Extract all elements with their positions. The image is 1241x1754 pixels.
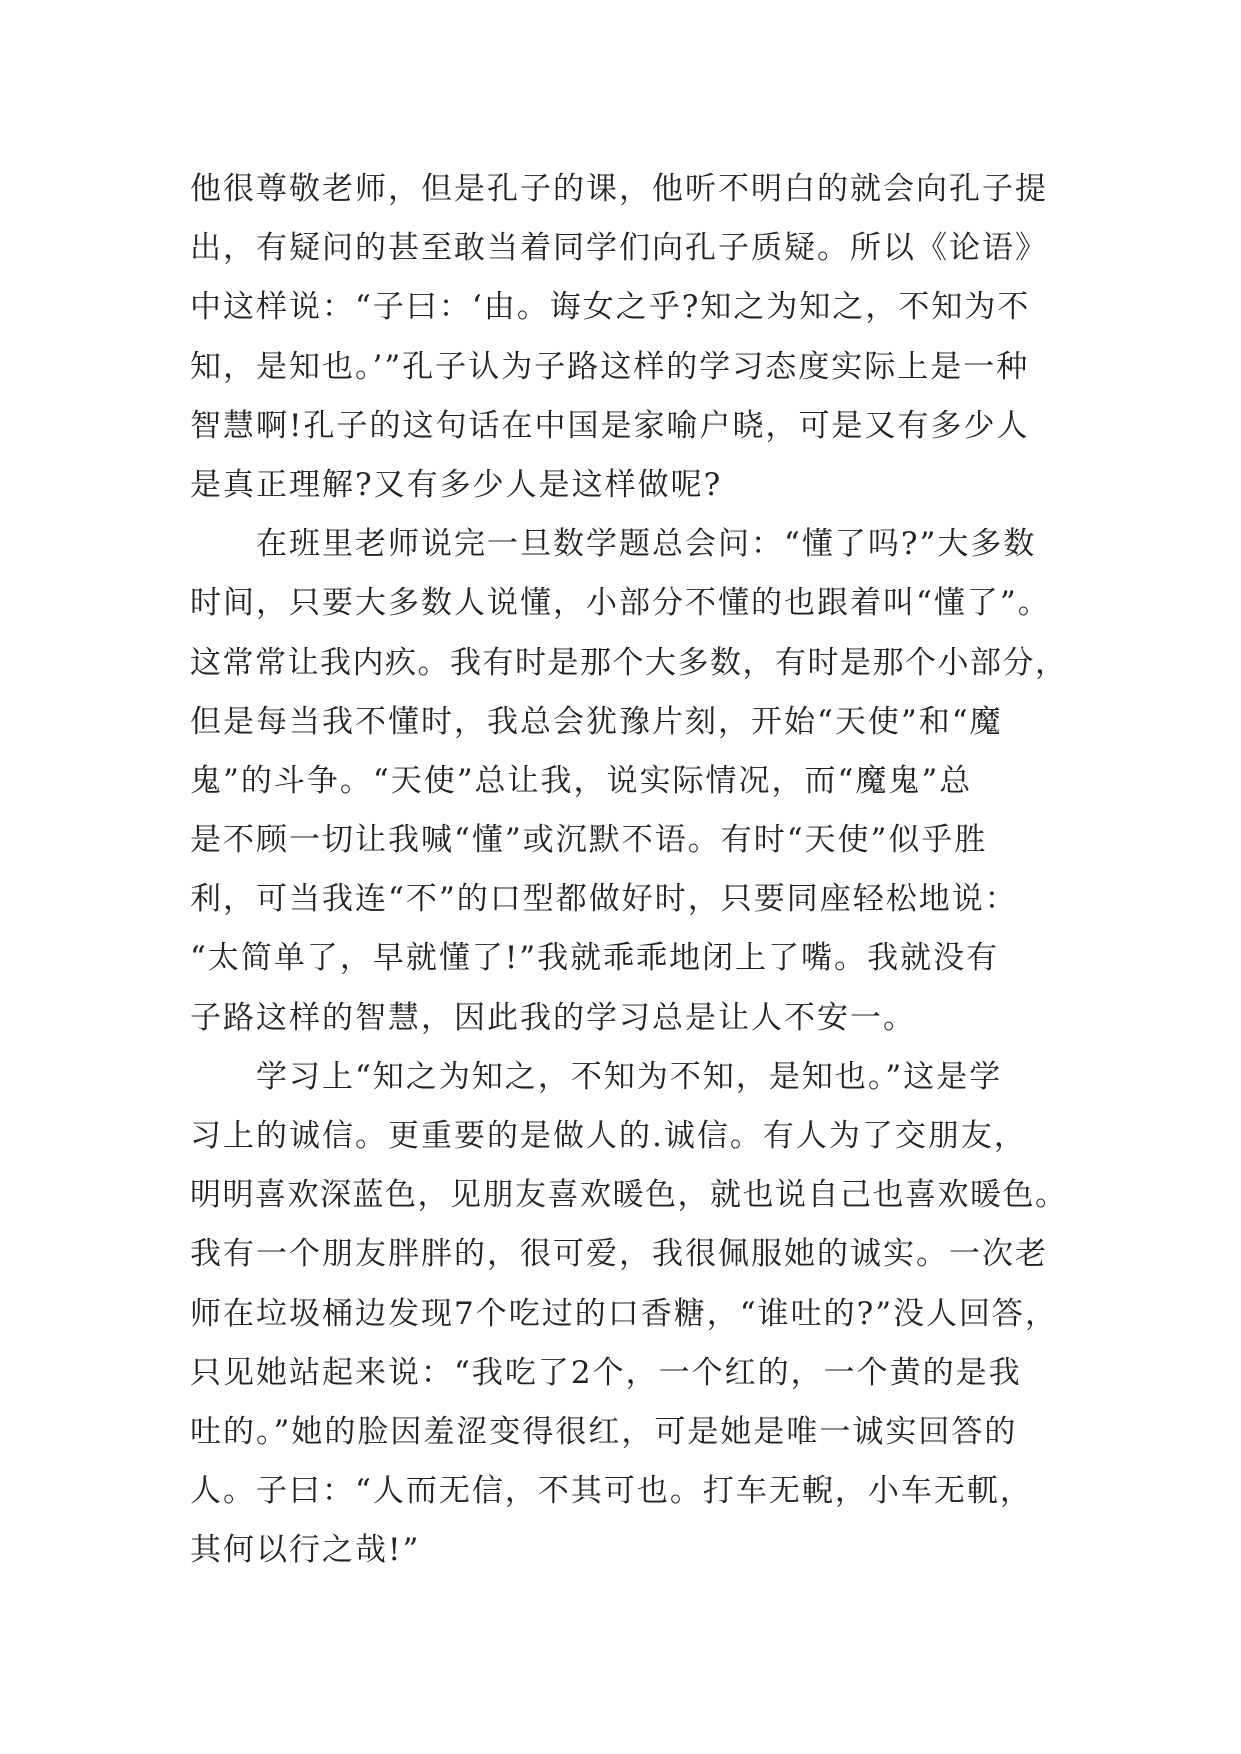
text-line: 鬼”的斗争。“天使”总让我，说实际情况，而“魔鬼”总 <box>190 762 973 799</box>
text-line: 智慧啊!孔子的这句话在中国是家喻户晓，可是又有多少人 <box>190 407 1030 444</box>
text-line: 是真正理解?又有多少人是这样做呢? <box>190 466 723 503</box>
paragraph-3 <box>190 1048 1070 1581</box>
text-line: 人。子曰：“人而无信，不其可也。打车无輗，小车无軏， <box>190 1473 1033 1510</box>
text-line: 只见她站起来说：“我吃了2个，一个红的，一个黄的是我 <box>190 1354 1022 1391</box>
text-line: 明明喜欢深蓝色，见朋友喜欢暖色，就也说自己也喜欢暖色。 <box>190 1177 1068 1214</box>
text-line: 学习上“知之为知之，不知为不知，是知也。”这是学 <box>256 1058 1003 1095</box>
text-line: 我有一个朋友胖胖的，很可爱，我很佩服她的诚实。一次老 <box>190 1236 1048 1273</box>
text-line: 他很尊敬老师，但是孔子的课，他听不明白的就会向孔子提 <box>190 171 1048 207</box>
text-line: 师在垃圾桶边发现7个吃过的口香糖，“谁吐的?”没人回答， <box>190 1295 1059 1332</box>
text-line: 时间，只要大多数人说懂，小部分不懂的也跟着叫“懂了”。 <box>190 585 1051 622</box>
text-line: 知，是知也。’”孔子认为子路这样的学习态度实际上是一种 <box>190 348 1030 385</box>
paragraph-1 <box>190 160 1070 515</box>
body-text <box>190 160 1070 1581</box>
text-line: 在班里老师说完一旦数学题总会问：“懂了吗?”大多数 <box>256 526 1037 563</box>
text-line: 出，有疑问的甚至敢当着同学们向孔子质疑。所以《论语》 <box>190 230 1048 267</box>
text-line: 子路这样的智慧，因此我的学习总是让人不安一。 <box>190 999 916 1036</box>
text-line: 中这样说：“子曰：‘由。诲女之乎?知之为知之，不知为不 <box>190 289 1031 326</box>
text-line: 但是每当我不懂时，我总会犹豫片刻，开始“天使”和“魔 <box>190 703 1003 740</box>
text-line: 习上的诚信。更重要的是做人的.诚信。有人为了交朋友， <box>190 1118 1027 1154</box>
text-line: 是不顾一切让我喊“懂”或沉默不语。有时“天使”似乎胜 <box>190 822 988 859</box>
text-line: 利，可当我连“不”的口型都做好时，只要同座轻松地说： <box>190 881 1018 918</box>
paragraph-2 <box>190 515 1070 1048</box>
text-line: 这常常让我内疚。我有时是那个大多数，有时是那个小部分， <box>190 644 1068 681</box>
text-line: “太简单了，早就懂了!”我就乖乖地闭上了嘴。我就没有 <box>190 940 1000 977</box>
text-line: 吐的。”她的脸因羞涩变得很红，可是她是唯一诚实回答的 <box>190 1413 1018 1450</box>
text-line: 其何以行之哉!” <box>190 1532 421 1569</box>
